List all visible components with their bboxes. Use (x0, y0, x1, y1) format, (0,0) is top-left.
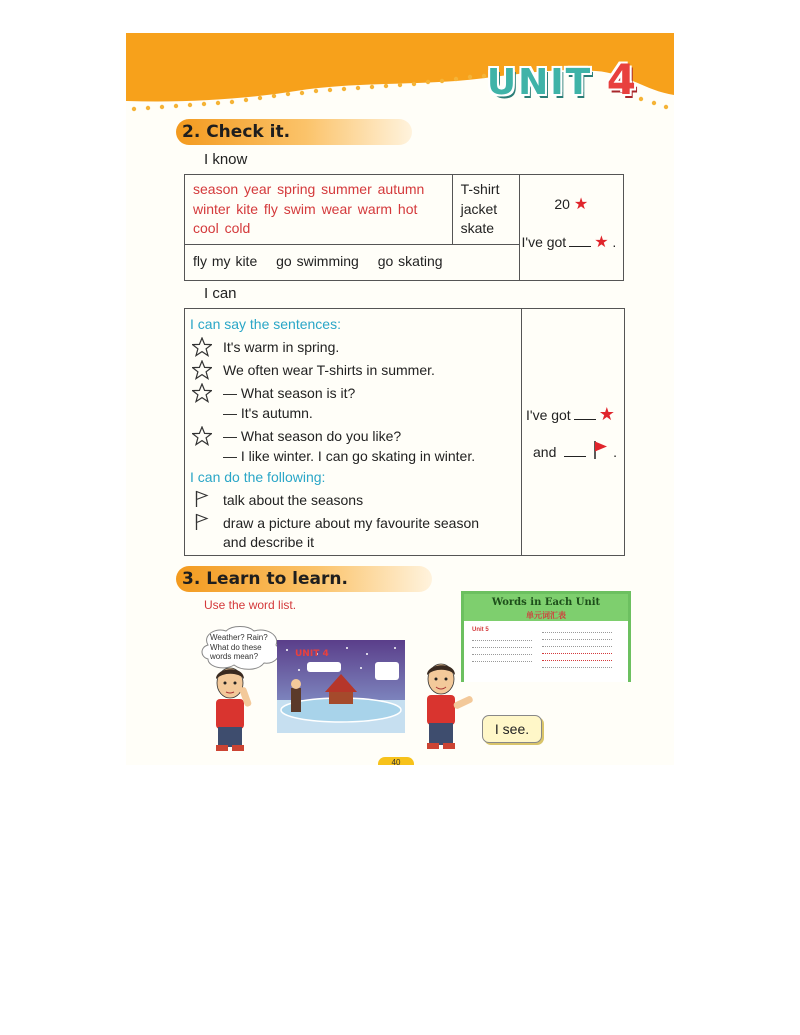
can-score-line-1 (526, 405, 615, 425)
page-number: 40 (378, 757, 414, 765)
stars-count: 20 (554, 196, 570, 213)
red-flag-icon (593, 440, 609, 460)
phrase-go-skating: go skating (377, 252, 443, 269)
vocab-red-words: season year spring summer autumn winter kite fly swim wear warm hot cool cold (193, 181, 425, 236)
sentence-4b: — I like winter. I can go skating in winter. (223, 448, 476, 464)
phrase-fly-kite: fly my kite (193, 252, 258, 269)
word-jacket: jacket (460, 200, 498, 217)
word-skate: skate (460, 220, 495, 236)
thought-text (210, 633, 268, 662)
word-list-title: Words in Each Unit (491, 597, 601, 608)
word-list-unit: Unit 5 (472, 627, 489, 633)
sentence-2: We often wear T-shirts in summer. (223, 362, 435, 378)
task-1: talk about the seasons (223, 492, 364, 508)
unit-word: UNIT (486, 62, 593, 103)
say-header: I can say the sentences: (190, 316, 341, 332)
word-tshirt: T-shirt (460, 181, 500, 197)
red-star-icon: ★ (594, 234, 609, 252)
ive-got-label-2: I've got (526, 407, 571, 423)
word-list-header (464, 594, 628, 621)
red-star-icon: ★ (598, 404, 615, 424)
i-can-box (184, 308, 625, 556)
red-star-icon: ★ (573, 196, 589, 214)
i-know-table (184, 174, 624, 281)
speech-text: I see. (494, 721, 530, 737)
thought-line-1: Weather? Rain? (210, 633, 268, 642)
i-can-label: I can (204, 285, 237, 302)
learn-instruction: Use the word list. (204, 598, 297, 612)
section-check-title (176, 119, 412, 145)
do-header: I can do the following: (190, 469, 326, 485)
and-label: and (533, 444, 557, 460)
outline-star-icon (192, 383, 212, 403)
check-title-text: 2. Check it. (182, 122, 291, 142)
learn-title-text: 3. Learn to learn. (182, 569, 348, 589)
thought-line-2: What do these (210, 642, 262, 652)
svg-text:UNIT 4: UNIT 4 (295, 649, 329, 659)
speech-bubble (482, 715, 542, 743)
unit-title (487, 55, 638, 104)
sentence-4a: — What season do you like? (223, 428, 402, 444)
task-2a: draw a picture about my favourite season (223, 515, 480, 531)
divider (521, 309, 522, 555)
sentence-3b: — It's autumn. (223, 405, 313, 421)
task-2b: and describe it (223, 534, 315, 550)
phrases-cell (185, 244, 520, 280)
vocab-cell (185, 175, 453, 245)
outline-flag-icon (195, 490, 209, 508)
winter-scene-picture (277, 640, 405, 733)
blank-line (569, 236, 591, 247)
textbook-page (126, 33, 674, 765)
word-list-thumbnail (461, 591, 631, 682)
phrase-go-swimming: go swimming (276, 252, 359, 269)
outline-star-icon (192, 360, 212, 380)
outline-flag-icon (195, 513, 209, 531)
ive-got-label: I've got (521, 234, 567, 251)
clothing-cell (452, 175, 519, 245)
know-score-cell: 20 ★ I've got ★ . (519, 175, 624, 281)
outline-star-icon (192, 426, 212, 446)
word-list-col-1 (472, 636, 532, 662)
thought-line-3: words mean? (210, 652, 259, 661)
unit-number: 4 (606, 55, 638, 104)
blank-line (574, 409, 596, 420)
sentence-3a: — What season is it? (223, 385, 356, 401)
section-learn-title (176, 566, 432, 592)
i-know-label: I know (204, 151, 248, 168)
sentence-1: It's warm in spring. (223, 339, 340, 355)
outline-star-icon (192, 337, 212, 357)
boy-thinking-illustration (204, 665, 264, 753)
can-score-line-2: and . (533, 440, 617, 462)
word-list-cn-title: 单元词汇表 (526, 610, 566, 620)
blank-line (564, 446, 586, 457)
word-list-col-2 (542, 628, 612, 668)
